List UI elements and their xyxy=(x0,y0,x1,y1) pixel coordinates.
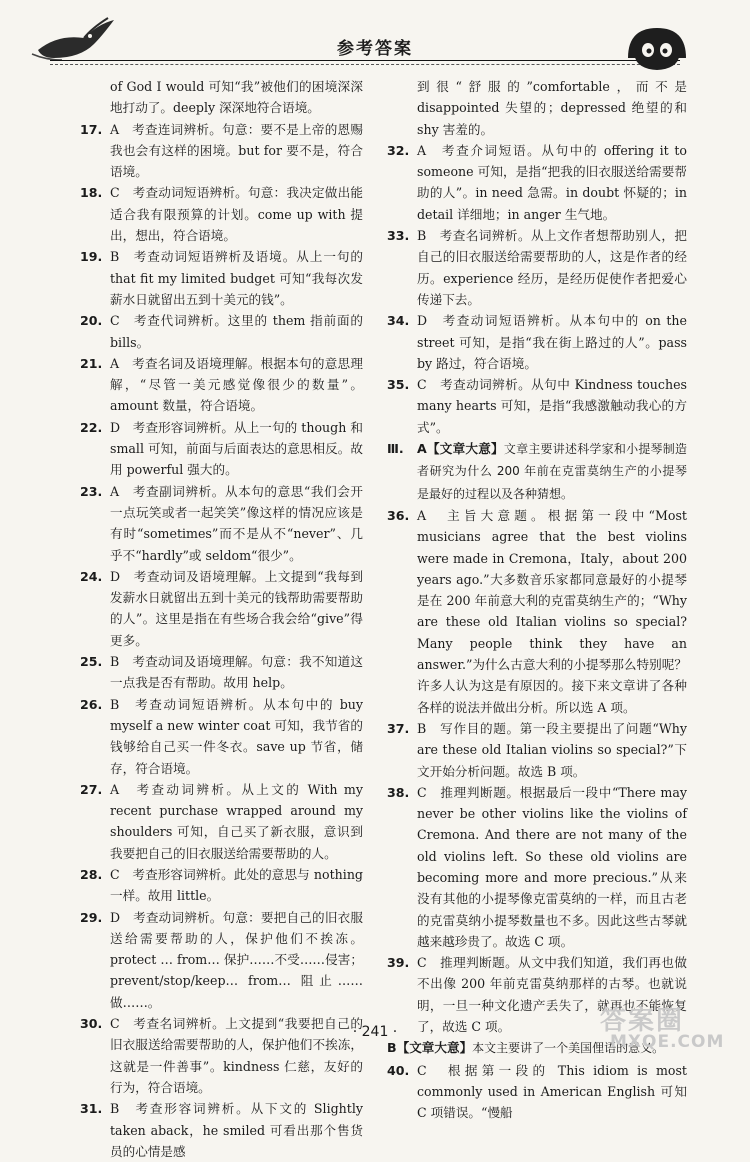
answer-text: 到很“舒服的”comfortable，而不是 disappointed 失望的；depressed 绝望的和 shy 害羞的。 xyxy=(417,79,687,137)
answer-item xyxy=(387,310,687,374)
answer-item xyxy=(387,140,687,225)
answer-number: 28. xyxy=(80,866,103,882)
answer-item xyxy=(80,417,363,481)
answer-text: A 主旨大意题。根据第一段中“Most musicians agree that the best violins were made in Cremona，Italy，about 200 years ago.”大多数音乐家都同意最好的小提琴是在 200 年前意大利的克雷莫纳生产的；“Why are these old Italian violins so special? Many people think they have an answer.”为什么古意大利的小提琴那么特别呢？许多人认为这是有原因的。接下来文章讲了各种各样的说法并做出分析。所以选 A 项。 xyxy=(417,507,687,715)
answer-text: B 写作目的题。第一段主要提出了问题“Why are these old Italian violins so special?”下文开始分析问题。故选 B 项。 xyxy=(417,720,687,779)
answer-item xyxy=(387,1060,687,1124)
answer-text: C 根据第一段的 This idiom is most commonly used in American English 可知 C 项错误。“慢船 xyxy=(417,1062,687,1121)
page-number: · 241 · xyxy=(352,1024,398,1040)
answer-item xyxy=(387,225,687,310)
answer-text: D 考查动词短语辨析。从本句中的 on the street 可知，是指“我在街上路过的人”。pass by 路过，符合语境。 xyxy=(417,313,687,371)
answer-number: 27. xyxy=(80,781,103,797)
answer-number: 23. xyxy=(80,483,103,499)
answer-number: 34. xyxy=(387,313,410,329)
answer-text: B 考查名词辨析。从上文作者想帮助别人，把自己的旧衣服送给需要帮助的人，这是作者的经历。experience 经历，是经历促使作者把爱心传递下去。 xyxy=(417,228,687,307)
answer-number: 35. xyxy=(387,377,410,393)
answer-text: A 考查连词辨析。句意：要不是上帝的恩赐我也会有这样的困境。but for 要不是，符合语境。 xyxy=(110,121,363,180)
answer-item xyxy=(80,907,363,1013)
answer-text: D 考查动词辨析。句意：要把自己的旧衣服送给需要帮助的人，保护他们不挨冻。protect … from… 保护……不受……侵害；prevent/stop/keep… from… 阻止……做……。 xyxy=(110,909,363,1010)
answer-text: C 考查代词辨析。这里的 them 指前面的 bills。 xyxy=(110,313,363,350)
answer-item xyxy=(80,310,363,353)
answer-item xyxy=(387,374,687,438)
answer-text: C 推理判断题。从文中我们知道，我们再也做不出像 200 年前克雷莫纳那样的古琴。也就说明，一旦一种文化遗产丢失了，就再也不能恢复了，故选 C 项。 xyxy=(417,955,687,1035)
answer-item xyxy=(387,782,687,952)
answer-item xyxy=(387,718,687,782)
answer-number: 20. xyxy=(80,313,103,329)
answer-item xyxy=(80,481,363,566)
answer-item xyxy=(80,246,363,310)
answer-text: B 考查动词短语辨析及语境。从上一句的 that fit my limited budget 可知“我每次发薪水日就留出五到十美元的钱”。 xyxy=(110,249,363,307)
answer-item xyxy=(387,76,687,140)
answer-text: C 考查形容词辨析。此处的意思与 nothing 一样。故用 little。 xyxy=(110,866,363,904)
answer-number: 24. xyxy=(80,568,103,584)
answer-item xyxy=(80,694,363,779)
answer-number: 31. xyxy=(80,1101,103,1117)
answer-text: A 考查动词辨析。从上文的 With my recent purchase wrapped around my shoulders 可知，自己买了新衣服，意识到我要把自己的旧衣服送给需要帮助的人。 xyxy=(110,781,363,861)
answer-number: Ⅲ. xyxy=(387,441,404,457)
answer-text: of God I would 可知“我”被他们的困境深深地打动了。deeply 深深地符合语境。 xyxy=(110,79,363,116)
answer-text: C 考查动词辨析。从句中 Kindness touches many hearts 可知，是指“我感激触动我心的方式”。 xyxy=(417,377,687,435)
watermark xyxy=(592,1000,742,1054)
answer-text: A 考查名词及语境理解。根据本句的意思理解，“尽管一美元感觉像很少的数量”。amount 数量，符合语境。 xyxy=(110,355,363,414)
answer-number: 32. xyxy=(387,142,410,158)
answer-item xyxy=(80,76,363,119)
answer-text: B 考查动词及语境理解。句意：我不知道这一点我是否有帮助。故用 help。 xyxy=(110,654,363,691)
answer-text: B 考查动词短语辨析。从本句中的 buy myself a new winter coat 可知，我节省的钱够给自己买一件冬衣。save up 节省，储存，符合语境。 xyxy=(110,696,363,776)
section-label: A【文章大意】 xyxy=(417,441,504,457)
answer-number: 33. xyxy=(387,228,410,244)
answer-text: 本文主要讲了一个美国俚语的意义。 xyxy=(472,1041,665,1056)
answer-item xyxy=(80,182,363,246)
section-label: B【文章大意】 xyxy=(387,1040,473,1056)
answer-number: 38. xyxy=(387,784,410,800)
answer-number: 37. xyxy=(387,720,410,736)
answer-number: 30. xyxy=(80,1016,103,1032)
right-column xyxy=(387,76,687,1124)
answer-number: 17. xyxy=(80,121,103,137)
answer-text: C 考查名词辨析。上文提到“我要把自己的旧衣服送给需要帮助的人，保护他们不挨冻，这就是一件善事”。kindness 仁慈，友好的行为，符合语境。 xyxy=(110,1016,363,1095)
watermark-line-2: MXQE.COM xyxy=(610,1032,725,1052)
answer-text: C 推理判断题。根据最后一段中“There may never be other violins like the violins of Cremona. And there are not many of the old violins left. So these old violins are becoming more and more precious.”从来没有其他的小提琴像克雷莫纳的一样，而且古老的克雷莫纳小提琴数量也不多。因此这些古琴就越来越珍贵了。故选 C 项。 xyxy=(417,784,687,949)
answer-number: 40. xyxy=(387,1062,410,1078)
answer-number: 19. xyxy=(80,249,103,265)
answer-text: C 考查动词短语辨析。句意：我决定做出能适合我有限预算的计划。come up with 提出，想出，符合语境。 xyxy=(110,185,363,244)
answer-number: 21. xyxy=(80,355,103,371)
answer-item xyxy=(80,779,363,864)
answer-item xyxy=(80,119,363,183)
answer-text: 文章主要讲述科学家和小提琴制造者研究为什么 200 年前在克雷莫纳生产的小提琴是最好的过程以及各种猜想。 xyxy=(417,442,687,501)
answer-item xyxy=(80,1098,363,1162)
answer-number: 22. xyxy=(80,419,103,435)
watermark-line-1: 答案圈 xyxy=(600,1006,685,1036)
smiley-icon xyxy=(622,20,692,72)
answer-item xyxy=(80,353,363,417)
page-header xyxy=(0,0,750,72)
answer-item xyxy=(80,864,363,907)
answer-item xyxy=(80,651,363,694)
answer-number: 26. xyxy=(80,696,103,712)
header-divider xyxy=(50,60,680,61)
answer-number: 36. xyxy=(387,507,410,523)
answer-number: 25. xyxy=(80,654,103,670)
answer-number: 29. xyxy=(80,909,103,925)
answer-number: 18. xyxy=(80,185,103,201)
answer-text: D 考查形容词辨析。从上一句的 though 和 small 可知，前面与后面表达的意思相反。故用 powerful 强大的。 xyxy=(110,419,363,478)
page-title: 参考答案 xyxy=(337,39,413,59)
answer-item xyxy=(387,438,687,505)
bird-icon xyxy=(28,14,118,66)
header-dashed-divider xyxy=(50,64,680,65)
answer-item xyxy=(387,505,687,718)
left-column xyxy=(80,76,363,1162)
answer-number: 39. xyxy=(387,955,410,971)
answer-item xyxy=(80,566,363,651)
answer-text: A 考查介词短语。从句中的 offering it to someone 可知，是指“把我的旧衣服送给需要帮助的人”。in need 急需。in doubt 怀疑的；in detail 详细地；in anger 生气地。 xyxy=(417,142,687,222)
answer-text: D 考查动词及语境理解。上文提到“我每到发薪水日就留出五到十美元的钱帮助需要帮助的人”。这里是指在有些场合我会给“give”得更多。 xyxy=(110,568,363,648)
answer-text: A 考查副词辨析。从本句的意思“我们会开一点玩笑或者一起笑笑”像这样的情况应该是有时“sometimes”而不是从不“never”、几乎不“hardly”或 seldom“很少”。 xyxy=(110,483,363,563)
answer-text: B 考查形容词辨析。从下文的 Slightly taken aback，he smiled 可看出那个售货员的心情是感 xyxy=(110,1101,363,1159)
